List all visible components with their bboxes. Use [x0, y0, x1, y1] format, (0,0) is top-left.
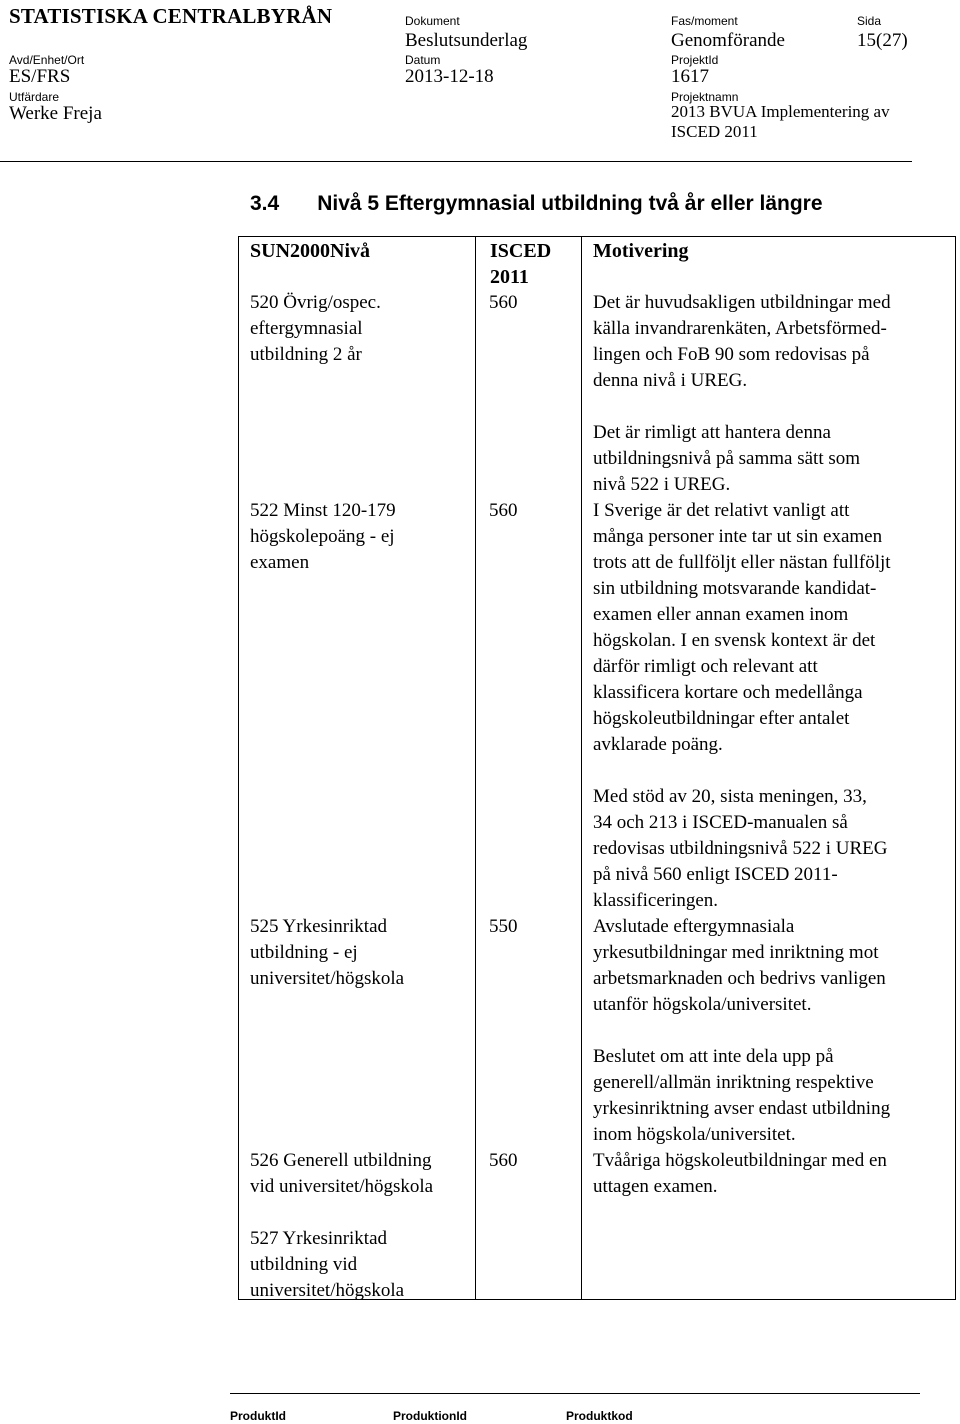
- row-520-motivering-line: utbildningsnivå på samma sätt som: [593, 448, 861, 469]
- row-520-motivering-line: Det är rimligt att hantera denna: [593, 422, 831, 443]
- row-526-motivering-line: uttagen examen.: [593, 1176, 718, 1197]
- row-526-sun-line: 526 Generell utbildning: [250, 1150, 432, 1171]
- row-526-isced: 560: [489, 1150, 518, 1171]
- row-522-motivering-line: Med stöd av 20, sista meningen, 33,: [593, 786, 867, 807]
- avd-label: Avd/Enhet/Ort: [9, 53, 85, 67]
- row-525-sun-line: 525 Yrkesinriktad: [250, 916, 388, 937]
- header-sun2000: SUN2000Nivå: [250, 240, 371, 262]
- dokument-label: Dokument: [405, 14, 460, 28]
- row-520-sun-line: utbildning 2 år: [250, 344, 362, 365]
- row-525-motivering-line: yrkesinriktning avser endast utbildning: [593, 1098, 891, 1119]
- row-522-motivering-line: examen eller annan examen inom: [593, 604, 849, 625]
- organization-name: STATISTISKA CENTRALBYRÅN: [9, 4, 333, 28]
- row-525-motivering-line: generell/allmän inriktning respektive: [593, 1072, 874, 1093]
- row-522-motivering-line: 34 och 213 i ISCED-manualen så: [593, 812, 848, 833]
- row-526-motivering-line: Tvååriga högskoleutbildningar med en: [593, 1150, 887, 1171]
- row-522-sun-line: högskolepoäng - ej: [250, 526, 395, 547]
- row-520-motivering-line: källa invandrarenkäten, Arbetsförmed-: [593, 318, 887, 339]
- row-525-sun-line: utbildning - ej: [250, 942, 358, 963]
- utfardare-label: Utfärdare: [9, 90, 60, 104]
- row-522-sun-line: 522 Minst 120-179: [250, 500, 396, 521]
- row-527-sun-line: utbildning vid: [250, 1254, 358, 1275]
- row-522-motivering-line: trots att de fullföljt eller nästan fullföljt: [593, 552, 891, 573]
- datum-label: Datum: [405, 53, 441, 67]
- dokument-value: Beslutsunderlag: [405, 30, 528, 51]
- row-525-motivering-line: yrkesutbildningar med inriktning mot: [593, 942, 879, 963]
- row-522-motivering-line: klassificera kortare och medellånga: [593, 682, 863, 703]
- projektnamn-label: Projektnamn: [671, 90, 739, 104]
- footer-divider: [230, 1393, 920, 1394]
- avd-value: ES/FRS: [9, 66, 71, 87]
- row-527-sun-line: 527 Yrkesinriktad: [250, 1228, 388, 1249]
- utfardare-value: Werke Freja: [9, 103, 102, 124]
- row-520-sun-line: eftergymnasial: [250, 318, 363, 339]
- table-column-divider-1: [475, 236, 476, 1300]
- row-520-motivering-line: lingen och FoB 90 som redovisas på: [593, 344, 870, 365]
- row-522-motivering-line: högskoleutbildningar efter antalet: [593, 708, 850, 729]
- row-520-isced: 560: [489, 292, 518, 313]
- projektid-value: 1617: [671, 66, 709, 87]
- row-522-isced: 560: [489, 500, 518, 521]
- row-520-motivering-line: Det är huvudsakligen utbildningar med: [593, 292, 891, 313]
- sida-label: Sida: [857, 14, 882, 28]
- footer-produktid: ProduktId: [230, 1409, 286, 1423]
- header-isced-line1: ISCED: [490, 240, 552, 262]
- header-isced-line2: 2011: [490, 266, 529, 288]
- row-522-motivering-line: högskolan. I en svensk kontext är det: [593, 630, 876, 651]
- row-525-isced: 550: [489, 916, 518, 937]
- row-522-motivering-line: många personer inte tar ut sin examen: [593, 526, 883, 547]
- row-525-motivering-line: inom högskola/universitet.: [593, 1124, 796, 1145]
- row-522-motivering-line: därför rimligt och relevant att: [593, 656, 818, 677]
- row-522-motivering-line: redovisas utbildningsnivå 522 i UREG: [593, 838, 888, 859]
- footer-produktkod: Produktkod: [566, 1409, 633, 1423]
- section-title: Nivå 5 Eftergymnasial utbildning två år eller längre: [317, 192, 823, 215]
- datum-value: 2013-12-18: [405, 66, 494, 87]
- projektnamn-line2: ISCED 2011: [671, 122, 758, 141]
- row-526-sun-line: vid universitet/högskola: [250, 1176, 434, 1197]
- row-525-sun-line: universitet/högskola: [250, 968, 405, 989]
- row-522-motivering-line: I Sverige är det relativt vanligt att: [593, 500, 850, 521]
- row-522-motivering-line: klassificeringen.: [593, 890, 719, 911]
- row-527-sun-line: universitet/högskola: [250, 1280, 405, 1301]
- row-520-sun-line: 520 Övrig/ospec.: [250, 292, 381, 313]
- row-522-sun-line: examen: [250, 552, 310, 573]
- fasmoment-value: Genomförande: [671, 30, 785, 51]
- row-525-motivering-line: Beslutet om att inte dela upp på: [593, 1046, 834, 1067]
- row-522-motivering-line: på nivå 560 enligt ISCED 2011-: [593, 864, 838, 885]
- header-motivering: Motivering: [593, 240, 689, 262]
- row-522-motivering-line: sin utbildning motsvarande kandidat-: [593, 578, 877, 599]
- row-520-motivering-line: denna nivå i UREG.: [593, 370, 748, 391]
- table-column-divider-2: [581, 236, 582, 1300]
- header-divider: [0, 161, 912, 162]
- sida-value: 15(27): [857, 30, 908, 51]
- footer-produktionid: ProduktionId: [393, 1409, 467, 1423]
- section-number: 3.4: [250, 192, 280, 215]
- section-heading: [250, 192, 823, 216]
- row-525-motivering-line: Avslutade eftergymnasiala: [593, 916, 795, 937]
- projektid-label: ProjektId: [671, 53, 719, 67]
- row-522-motivering-line: avklarade poäng.: [593, 734, 723, 755]
- row-520-motivering-line: nivå 522 i UREG.: [593, 474, 731, 495]
- row-525-motivering-line: utanför högskola/universitet.: [593, 994, 812, 1015]
- projektnamn-line1: 2013 BVUA Implementering av: [671, 102, 890, 121]
- fasmoment-label: Fas/moment: [671, 14, 738, 28]
- row-525-motivering-line: arbetsmarknaden och bedrivs vanligen: [593, 968, 886, 989]
